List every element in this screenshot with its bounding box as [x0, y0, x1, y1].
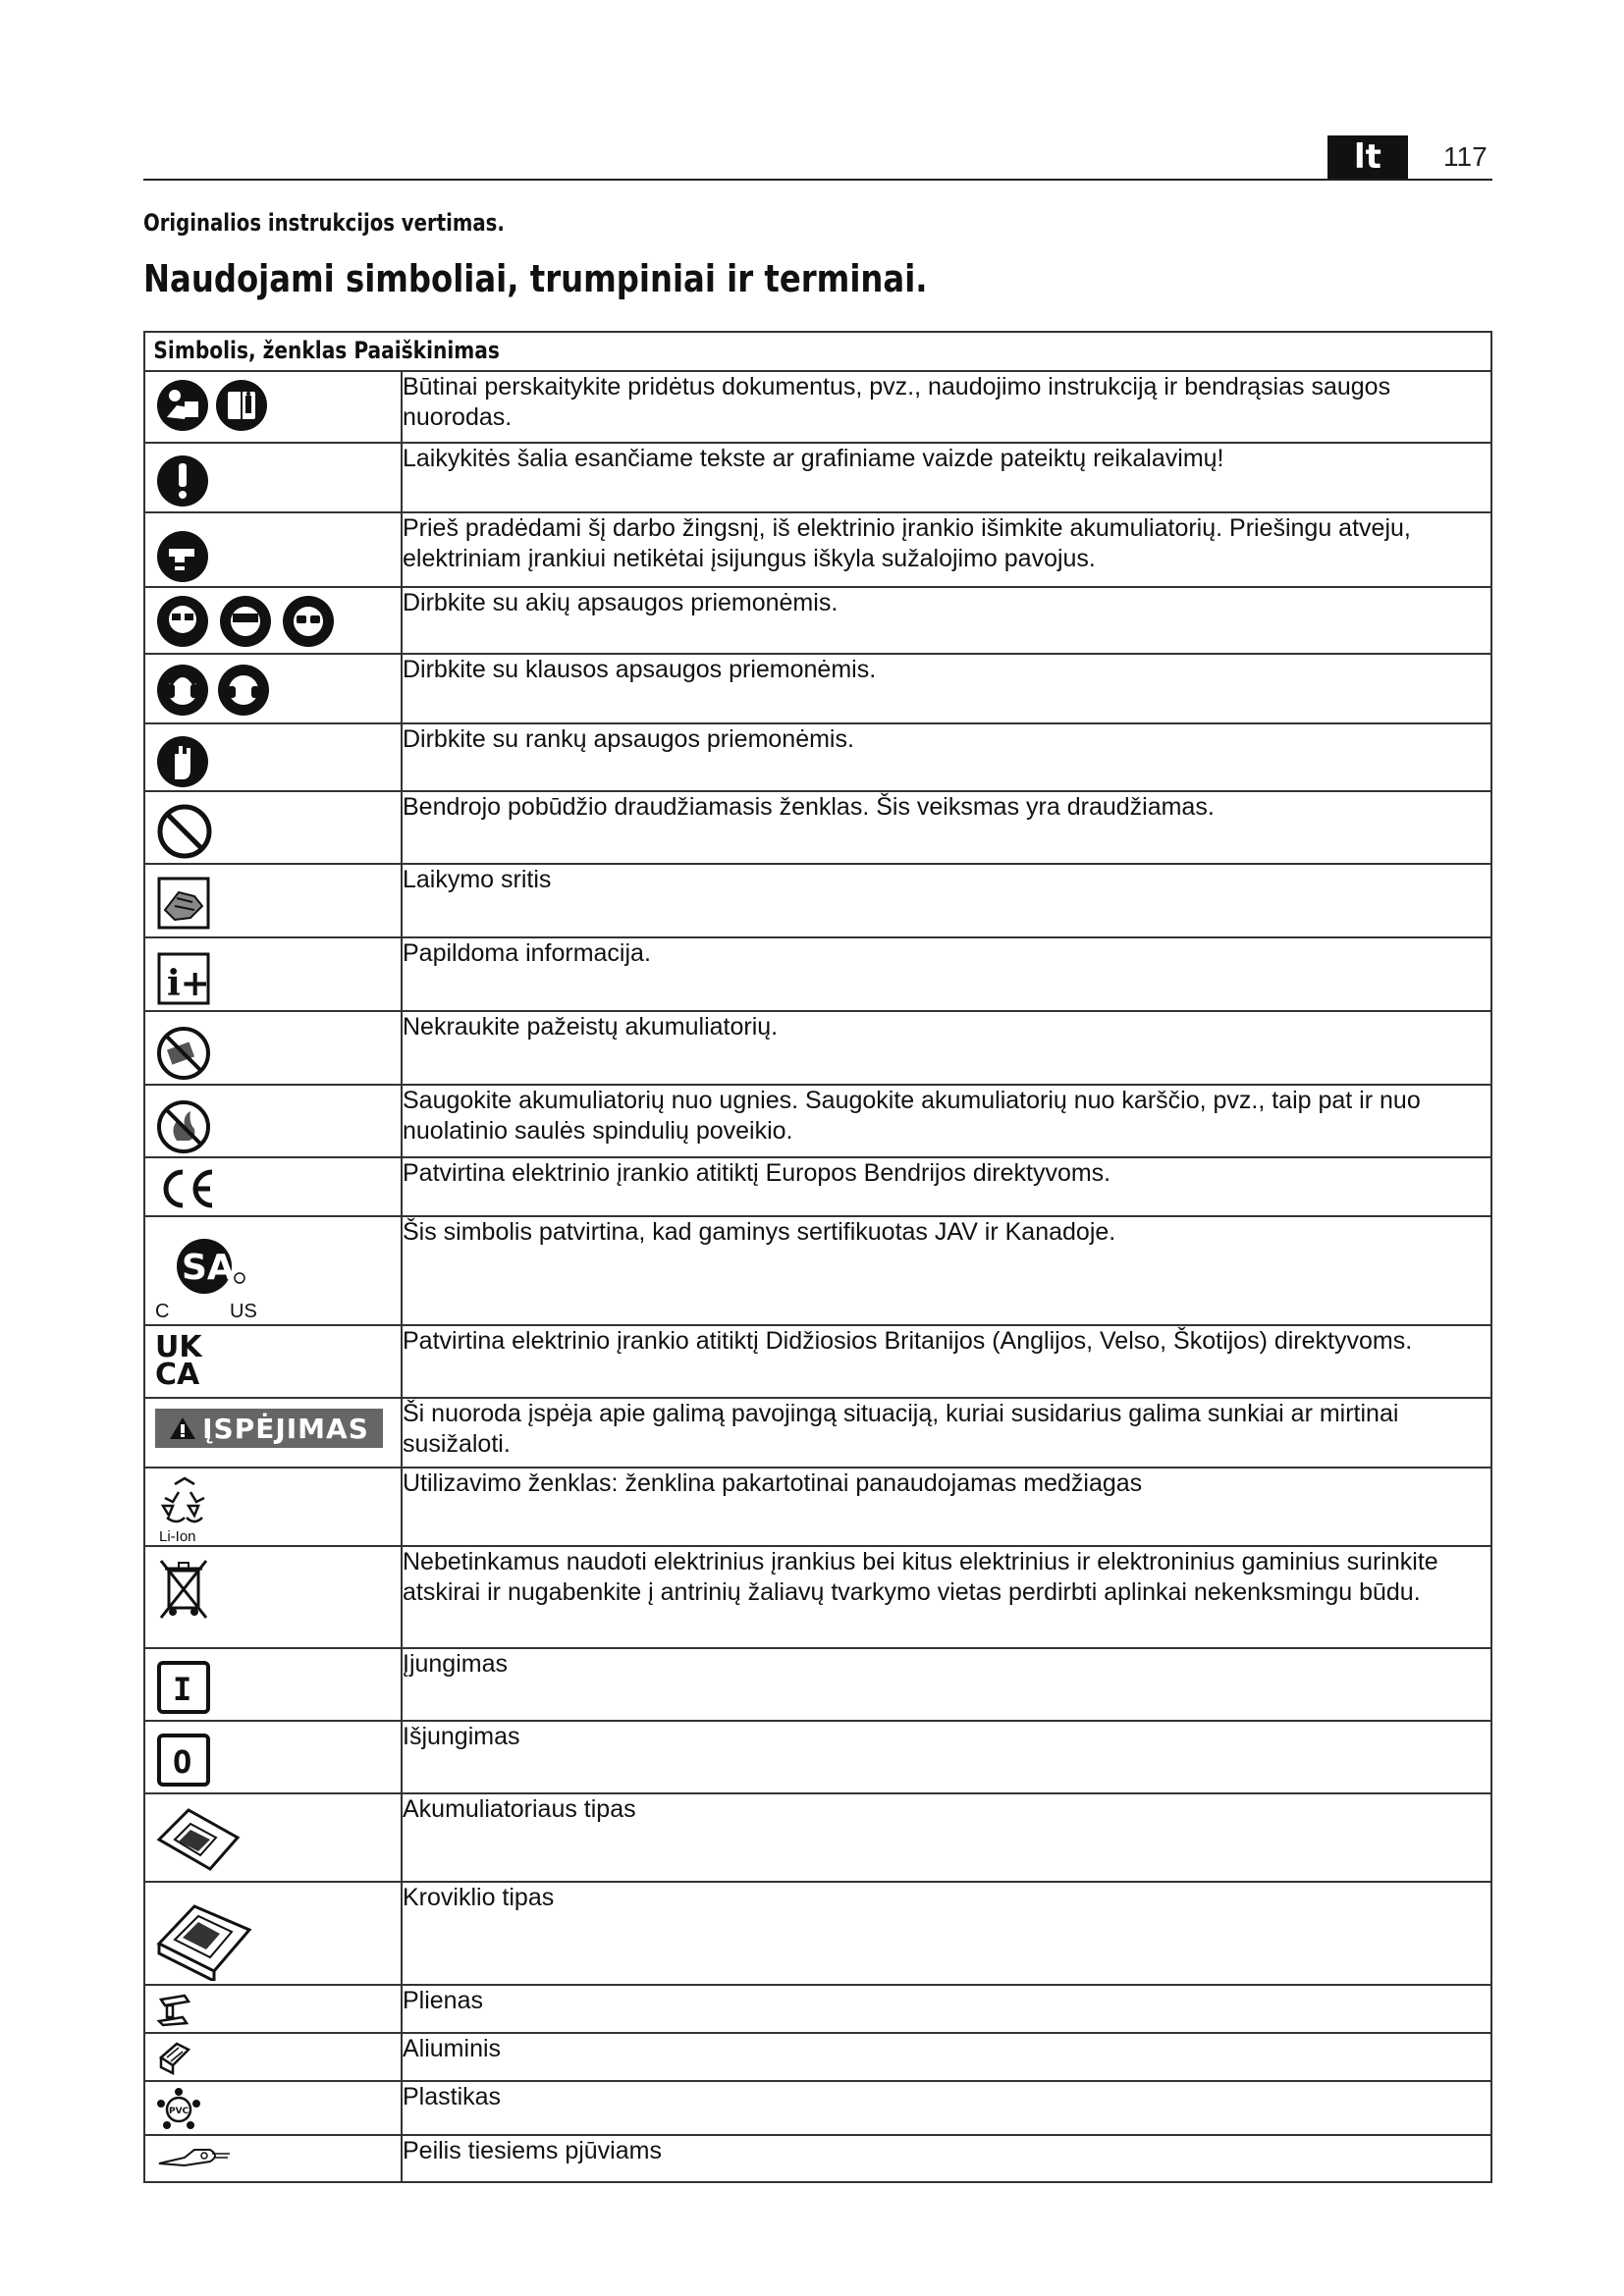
switch-off-icon: [155, 1728, 212, 1789]
row-description: Papildoma informacija.: [402, 937, 1491, 1011]
row-description: Ši nuoroda įspėja apie galimą pavojingą situaciją, kuriai susidarius galima sunkiai ar mirtinai susižaloti.: [402, 1398, 1491, 1468]
battery-type-icon: [155, 1800, 244, 1879]
row-description: Laikymo sritis: [402, 864, 1491, 937]
row-description: Įjungimas: [402, 1648, 1491, 1721]
no-fire-battery-icon: [155, 1092, 212, 1154]
straight-cut-blade-icon: [155, 2142, 234, 2171]
recycling-li-ion-icon: [155, 1474, 214, 1545]
switch-on-icon: [155, 1655, 212, 1716]
table-row: [144, 1216, 1491, 1325]
row-description: Plastikas: [402, 2081, 1491, 2135]
table-row: [144, 1721, 1491, 1793]
ukca-line1: UK: [155, 1330, 202, 1364]
row-description: Plienas: [402, 1985, 1491, 2033]
table-row: [144, 1793, 1491, 1882]
row-description: Būtinai perskaitykite pridėtus dokumentus, pvz., naudojimo instrukciją ir bendrąsias saugos nuorodas.: [402, 371, 1491, 443]
table-row: [144, 1398, 1491, 1468]
table-row: [144, 1648, 1491, 1721]
row-description: Laikykitės šalia esančiame tekste ar grafiniame vaizde pateiktų reikalavimų!: [402, 443, 1491, 512]
row-description: Peilis tiesiems pjūviams: [402, 2135, 1491, 2182]
table-row: [144, 2135, 1491, 2182]
row-description: Dirbkite su klausos apsaugos priemonėmis.: [402, 654, 1491, 723]
col-symbol-header: Simbolis, ženklas: [153, 337, 348, 364]
row-description: Patvirtina elektrinio įrankio atitiktį Didžiosios Britanijos (Anglijos, Velso, Škotijos) direktyvoms.: [402, 1325, 1491, 1398]
no-charge-damaged-battery-icon: [155, 1018, 212, 1081]
table-row: [144, 864, 1491, 937]
table-row: [144, 512, 1491, 587]
table-row: [144, 723, 1491, 791]
table-row: [144, 443, 1491, 512]
table-row: [144, 1085, 1491, 1157]
row-description: Kroviklio tipas: [402, 1882, 1491, 1985]
page-title: Naudojami simboliai, trumpiniai ir terminai.: [143, 257, 928, 300]
hand-protection-icon: [155, 730, 210, 789]
row-description: Akumuliatoriaus tipas: [402, 1793, 1491, 1882]
row-description: Utilizavimo ženklas: ženklina pakartotinai panaudojamas medžiagas: [402, 1468, 1491, 1546]
table-row: [144, 2033, 1491, 2081]
row-description: Nebetinkamus naudoti elektrinius įrankius bei kitus elektrinius ir elektroninius gaminius surinkite atskirai ir nugabenkite į antrinių žaliavų tvarkymo vietas perdirbti aplinkai nekenksmingu būdu.: [402, 1546, 1491, 1648]
table-row: [144, 2081, 1491, 2135]
weee-bin-icon: [155, 1553, 214, 1622]
table-row: [144, 1546, 1491, 1648]
row-description: Dirbkite su akių apsaugos priemonėmis.: [402, 587, 1491, 654]
csa-left-text: C: [155, 1301, 170, 1321]
table-row: [144, 371, 1491, 443]
table-row: [144, 791, 1491, 864]
steel-icon: [155, 1992, 194, 2027]
pvc-label: PVC: [169, 2107, 189, 2116]
info-letter: i+: [167, 963, 210, 1004]
li-ion-label: Li-Ion: [159, 1528, 196, 1545]
row-description: Prieš pradėdami šį darbo žingsnį, iš elektrinio įrankio išimkite akumuliatorių. Priešingu atveju, elektriniam įrankiui netikėtai įsijungus iškyla sužalojimo pavojus.: [402, 512, 1491, 587]
row-description: Saugokite akumuliatorių nuo ugnies. Saugokite akumuliatorių nuo karščio, pvz., taip pat ir nuo nuolatinio saulės spindulių poveikio.: [402, 1085, 1491, 1157]
on-letter: I: [173, 1671, 192, 1708]
col-explanation-header: Paaiškinimas: [353, 337, 500, 364]
table-row: [144, 587, 1491, 654]
table-row: [144, 937, 1491, 1011]
ce-mark-icon: [155, 1164, 218, 1213]
document-subtitle: Originalios instrukcijos vertimas.: [143, 209, 505, 237]
warning-badge-icon: [155, 1409, 383, 1448]
csa-mark-icon: [155, 1223, 273, 1321]
ukca-line2: CA: [155, 1358, 200, 1392]
csa-right-text: US: [230, 1301, 257, 1321]
header-rule: [143, 179, 1492, 181]
table-row: [144, 1011, 1491, 1085]
svg-text:SA: SA: [182, 1248, 235, 1288]
row-description: Bendrojo pobūdžio draudžiamasis ženklas. Šis veiksmas yra draudžiamas.: [402, 791, 1491, 864]
table-row: [144, 1325, 1491, 1398]
table-row: [144, 654, 1491, 723]
language-badge: lt: [1327, 135, 1408, 179]
table-header: [144, 332, 1491, 371]
plastic-pvc-icon: [155, 2088, 202, 2131]
table-row: [144, 1882, 1491, 1985]
row-description: Patvirtina elektrinio įrankio atitiktį Europos Bendrijos direktyvoms.: [402, 1157, 1491, 1216]
warning-label: ĮSPĖJIMAS: [202, 1412, 369, 1445]
prohibition-icon: [155, 798, 214, 859]
ukca-mark-icon: [145, 1326, 401, 1392]
off-letter: O: [173, 1743, 192, 1781]
read-manual-icon: [155, 378, 271, 433]
table-row: [144, 1157, 1491, 1216]
ear-protection-icon: [155, 661, 273, 718]
grip-area-icon: [155, 871, 212, 932]
row-description: Šis simbolis patvirtina, kad gaminys sertifikuotas JAV ir Kanadoje.: [402, 1216, 1491, 1325]
charger-type-icon: [155, 1889, 253, 1981]
info-plus-icon: [155, 944, 212, 1007]
table-row: [144, 1985, 1491, 2033]
row-description: Išjungimas: [402, 1721, 1491, 1793]
row-description: Nekraukite pažeistų akumuliatorių.: [402, 1011, 1491, 1085]
row-description: Dirbkite su rankų apsaugos priemonėmis.: [402, 723, 1491, 791]
symbols-table: [143, 331, 1492, 2183]
exclamation-icon: [155, 450, 210, 508]
table-row: [144, 1468, 1491, 1546]
page-number: 117: [1443, 141, 1488, 172]
table-header-row: [144, 332, 1491, 371]
eye-protection-icon: [155, 594, 336, 649]
aluminium-icon: [155, 2040, 194, 2075]
row-description: Aliuminis: [402, 2033, 1491, 2081]
remove-battery-icon: [155, 519, 210, 584]
